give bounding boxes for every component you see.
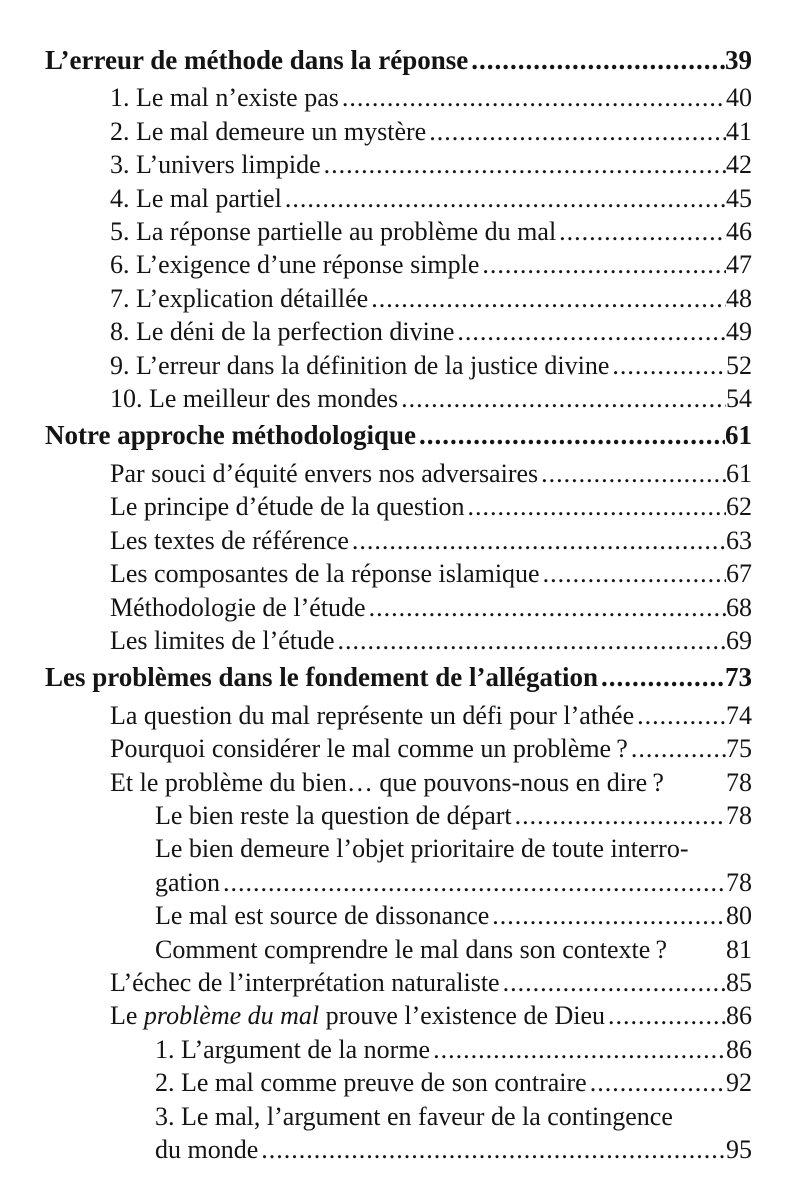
toc-entry [45,115,752,148]
toc-entry [45,732,752,765]
entry-label: Notre approche méthodologique [45,420,416,451]
entry-label: 3. Le mal, l’argument en faveur de la contingence [155,1101,673,1131]
entry-page-number: 78 [726,867,752,897]
entry-label-post: prouve l’existence de Dieu [319,1001,606,1031]
entry-label: Les problèmes dans le fondement de l’allégation [45,662,598,693]
entry-label: Les limites de l’étude [110,625,335,655]
toc-entry-continuation [45,1133,752,1166]
dot-leader [471,44,725,77]
dot-leader [559,215,726,248]
entry-page-number: 78 [726,767,752,797]
entry-label: La question du mal représente un défi pour l’athée [110,700,635,730]
entry-label: Le bien reste la question de départ [155,800,512,830]
toc-entry [45,490,752,523]
entry-label: Les composantes de la réponse islamique [110,559,540,589]
toc-entry [45,182,752,215]
entry-label: 1. L’argument de la norme [155,1034,431,1064]
dot-leader [637,699,726,732]
entry-label: Méthodologie de l’étude [110,592,366,622]
entry-label: Le mal est source de dissonance [155,901,490,931]
entry-page-number: 61 [725,420,752,451]
entry-page-number: 68 [726,592,752,622]
entry-label-pre: Le [110,1001,144,1031]
toc-entry [45,699,752,732]
dot-leader [492,899,726,932]
toc-entry [45,591,752,624]
entry-label: Le bien demeure l’objet prioritaire de toute interro- [155,834,689,864]
dot-leader [541,457,726,490]
toc-entry [45,999,752,1032]
toc-entry [45,248,752,281]
entry-page-number: 85 [726,967,752,997]
dot-leader [419,419,725,452]
entry-page-number: 54 [726,384,752,414]
toc-entry [45,624,752,657]
entry-label: 2. Le mal comme preuve de son contraire [155,1068,587,1098]
toc-entry [45,832,752,865]
toc-entry [45,766,752,799]
entry-label: 5. La réponse partielle au problème du mal [110,217,557,247]
entry-label: 7. L’explication détaillée [110,283,369,313]
toc-entry [45,81,752,114]
entry-label: Les textes de référence [110,525,349,555]
dot-leader [429,115,726,148]
dot-leader [608,999,726,1032]
toc-entry [45,799,752,832]
entry-page-number: 46 [726,217,752,247]
entry-page-number: 41 [726,116,752,146]
entry-page-number: 69 [726,625,752,655]
dot-leader [467,490,726,523]
dot-leader [612,349,726,382]
dot-leader [401,382,726,415]
entry-page-number: 52 [726,350,752,380]
entry-page-number: 80 [726,901,752,931]
toc-heading [45,661,752,694]
dot-leader [457,315,726,348]
dot-leader [543,557,726,590]
entry-label: Par souci d’équité envers nos adversaires [110,458,539,488]
dot-leader [590,1066,726,1099]
toc-entry [45,315,752,348]
entry-page-number: 95 [726,1135,752,1164]
toc-entry [45,382,752,415]
entry-label: 9. L’erreur dans la définition de la justice divine [110,350,610,380]
entry-label [110,999,605,1032]
toc-entry [45,557,752,590]
entry-label: 4. Le mal partiel [110,183,282,213]
toc-entry [45,349,752,382]
dot-leader [601,661,725,694]
entry-page-number: 49 [726,317,752,347]
dot-leader [338,624,726,657]
toc-entry [45,1033,752,1066]
dot-leader [631,732,726,765]
dot-leader [515,799,726,832]
entry-label: L’échec de l’interprétation naturaliste [110,967,500,997]
entry-page-number: 92 [726,1068,752,1098]
entry-label: 8. Le déni de la perfection divine [110,317,455,347]
entry-label-italic: problème du mal [143,1001,320,1031]
toc-heading [45,44,752,77]
entry-label: 1. Le mal n’existe pas [110,83,339,113]
entry-label: L’erreur de méthode dans la réponse [45,45,469,75]
toc-entry [45,933,752,966]
dot-leader [324,148,726,181]
dot-leader [371,282,726,315]
toc-entry [45,524,752,557]
dot-leader [369,591,726,624]
entry-page-number: 86 [726,1001,752,1031]
entry-page-number: 62 [726,492,752,522]
entry-label: Le principe d’étude de la question [110,492,465,522]
entry-page-number: 47 [726,250,752,280]
entry-page-number: 67 [726,559,752,589]
dot-leader [433,1033,726,1066]
entry-label: du monde [155,1135,259,1164]
entry-page-number: 61 [726,458,752,488]
entry-page-number: 63 [726,525,752,555]
entry-page-number: 81 [726,934,752,964]
entry-label: 10. Le meilleur des mondes [110,384,399,414]
toc-entry [45,148,752,181]
entry-label: Pourquoi considérer le mal comme un problème ? [110,734,628,764]
dot-leader [503,966,726,999]
entry-page-number: 75 [726,734,752,764]
entry-label: 6. L’exigence d’une réponse simple [110,250,480,280]
dot-leader [482,248,726,281]
dot-leader [342,81,726,114]
dot-leader [261,1133,726,1166]
toc-entry [45,215,752,248]
toc-entry [45,282,752,315]
entry-label: 2. Le mal demeure un mystère [110,116,427,146]
entry-label: gation [155,867,220,897]
entry-page-number: 86 [726,1034,752,1064]
toc-heading [45,419,752,452]
toc-entry [45,966,752,999]
entry-page-number: 73 [725,662,752,693]
entry-page-number: 74 [726,700,752,730]
entry-page-number: 48 [726,283,752,313]
dot-leader [285,182,726,215]
toc-entry [45,1066,752,1099]
entry-page-number: 78 [726,800,752,830]
entry-page-number: 45 [726,183,752,213]
toc-entry [45,457,752,490]
entry-label: 3. L’univers limpide [110,150,321,180]
entry-label: Comment comprendre le mal dans son contexte ? [155,934,668,964]
dot-leader [352,524,726,557]
toc-entry [45,1100,752,1133]
toc-entry-continuation [45,866,752,899]
dot-leader [223,866,726,899]
entry-page-number: 40 [726,83,752,113]
entry-page-number: 39 [725,45,752,75]
entry-page-number: 42 [726,150,752,180]
entry-label: Et le problème du bien… que pouvons-nous en dire ? [110,767,664,797]
toc-entry [45,899,752,932]
